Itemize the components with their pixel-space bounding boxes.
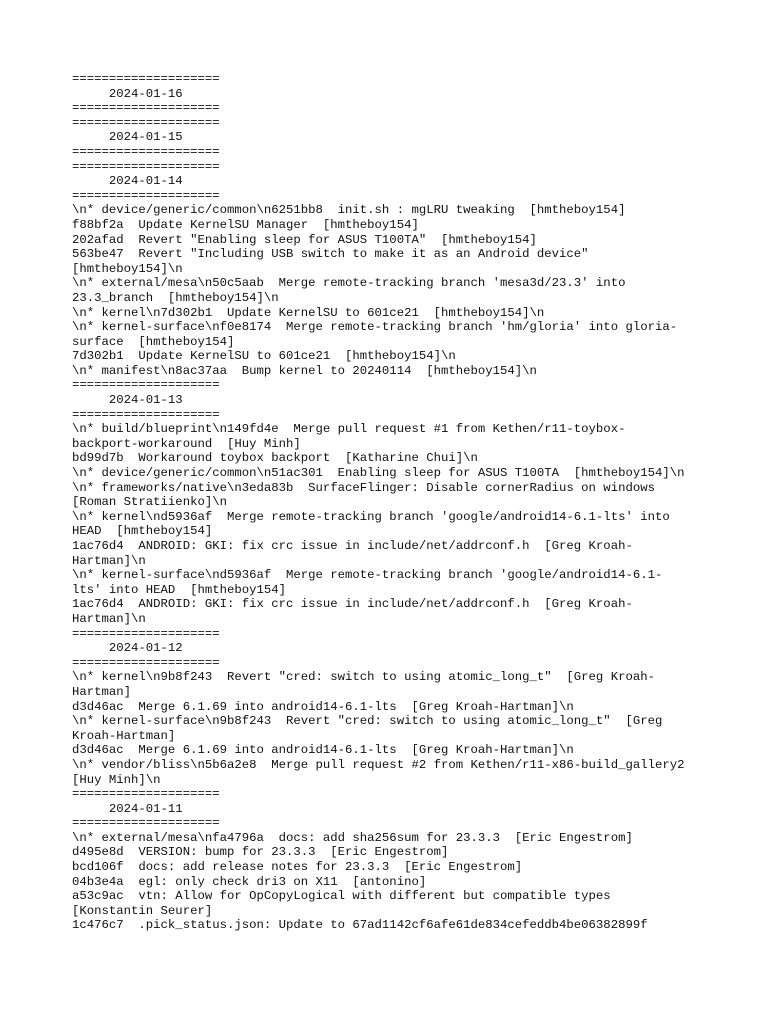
document-line: ==================== [72, 159, 220, 174]
document-line: d3d46ac Merge 6.1.69 into android14-6.1-lts [Greg Kroah-Hartman]\n [72, 699, 574, 714]
document-line: \n* device/generic/common\n51ac301 Enabling sleep for ASUS T100TA [hmtheboy154]\n [72, 466, 685, 481]
document-line: Hartman] [72, 684, 132, 699]
document-line: 23.3_branch [hmtheboy154]\n [72, 290, 279, 305]
document-line: 202afad Revert "Enabling sleep for ASUS T100TA" [hmtheboy154] [72, 232, 537, 247]
document-line: ==================== [72, 655, 220, 670]
document-line: f88bf2a Update KernelSU Manager [hmtheboy154] [72, 217, 419, 232]
document-line: backport-workaround [Huy Minh] [72, 436, 301, 451]
document-line: ==================== [72, 115, 220, 130]
document-line: a53c9ac vtn: Allow for OpCopyLogical with different but compatible types [72, 889, 611, 904]
document-line: [hmtheboy154]\n [72, 261, 183, 276]
document-line: surface [hmtheboy154] [72, 334, 235, 349]
document-line: \n* kernel\n9b8f243 Revert "cred: switch to using atomic_long_t" [Greg Kroah- [72, 670, 655, 685]
document-line: \n* external/mesa\nfa4796a docs: add sha256sum for 23.3.3 [Eric Engestrom] [72, 830, 633, 845]
document-line: 1c476c7 .pick_status.json: Update to 67ad1142cf6afe61de834cefeddb4be06382899f [72, 918, 648, 933]
document-line: 04b3e4a egl: only check dri3 on X11 [antonino] [72, 874, 427, 889]
document-line: 2024-01-16 [72, 86, 183, 101]
document-line: \n* frameworks/native\n3eda83b SurfaceFlinger: Disable cornerRadius on windows [72, 480, 655, 495]
document-line: lts' into HEAD [hmtheboy154] [72, 582, 287, 597]
document-line: 1ac76d4 ANDROID: GKI: fix crc issue in include/net/addrconf.h [Greg Kroah- [72, 539, 633, 553]
document-line: ==================== [72, 816, 220, 831]
document-line: \n* kernel-surface\nd5936af Merge remote-tracking branch 'google/android14-6.1- [72, 568, 663, 583]
document-line: 2024-01-11 [72, 801, 183, 816]
document-line: bcd106f docs: add release notes for 23.3.3 [Eric Engestrom] [72, 860, 523, 875]
document-line: d495e8d VERSION: bump for 23.3.3 [Eric Engestrom] [72, 845, 449, 860]
document-line: 1ac76d4 ANDROID: GKI: fix crc issue in include/net/addrconf.h [Greg Kroah- [72, 597, 633, 612]
document-line: \n* kernel-surface\nf0e8174 Merge remote-tracking branch 'hm/gloria' into gloria- [72, 320, 678, 335]
document-line: Hartman]\n [72, 611, 146, 626]
document-line: 2024-01-12 [72, 641, 183, 656]
document-line: \n* vendor/bliss\n5b6a2e8 Merge pull request #2 from Kethen/r11-x86-build_gallery2 [72, 757, 685, 772]
document-line: 2024-01-14 [72, 174, 183, 189]
document-line: 2024-01-13 [72, 393, 183, 408]
document-line: \n* manifest\n8ac37aa Bump kernel to 20240114 [hmtheboy154]\n [72, 363, 537, 378]
changelog-document [72, 72, 712, 933]
document-line: HEAD [hmtheboy154] [72, 524, 213, 539]
document-line: [Roman Stratiienko]\n [72, 495, 227, 510]
document-line: 7d302b1 Update KernelSU to 601ce21 [hmtheboy154]\n [72, 349, 456, 364]
document-line: \n* kernel\n7d302b1 Update KernelSU to 601ce21 [hmtheboy154]\n [72, 305, 545, 320]
document-line: ==================== [72, 72, 220, 86]
document-line: d3d46ac Merge 6.1.69 into android14-6.1-lts [Greg Kroah-Hartman]\n [72, 743, 574, 758]
document-line: \n* kernel-surface\n9b8f243 Revert "cred: switch to using atomic_long_t" [Greg [72, 714, 663, 729]
document-line: 2024-01-15 [72, 130, 183, 145]
document-line: ==================== [72, 626, 220, 641]
document-line: \n* build/blueprint\n149fd4e Merge pull request #1 from Kethen/r11-toybox- [72, 422, 626, 437]
document-line: Kroah-Hartman] [72, 728, 176, 743]
document-line: ==================== [72, 407, 220, 422]
document-line: ==================== [72, 787, 220, 802]
document-line: 563be47 Revert "Including USB switch to make it as an Android device" [72, 247, 589, 262]
document-line: ==================== [72, 378, 220, 393]
document-line: Hartman]\n [72, 553, 146, 568]
document-line: ==================== [72, 144, 220, 159]
document-line: ==================== [72, 101, 220, 116]
document-line: [Huy Minh]\n [72, 772, 161, 787]
document-line: ==================== [72, 188, 220, 203]
document-line: bd99d7b Workaround toybox backport [Katharine Chui]\n [72, 451, 478, 466]
document-line: \n* kernel\nd5936af Merge remote-tracking branch 'google/android14-6.1-lts' into [72, 509, 670, 524]
document-line: \n* device/generic/common\n6251bb8 init.sh : mgLRU tweaking [hmtheboy154] [72, 203, 626, 218]
document-line: \n* external/mesa\n50c5aab Merge remote-tracking branch 'mesa3d/23.3' into [72, 276, 626, 291]
document-line: [Konstantin Seurer] [72, 903, 213, 918]
